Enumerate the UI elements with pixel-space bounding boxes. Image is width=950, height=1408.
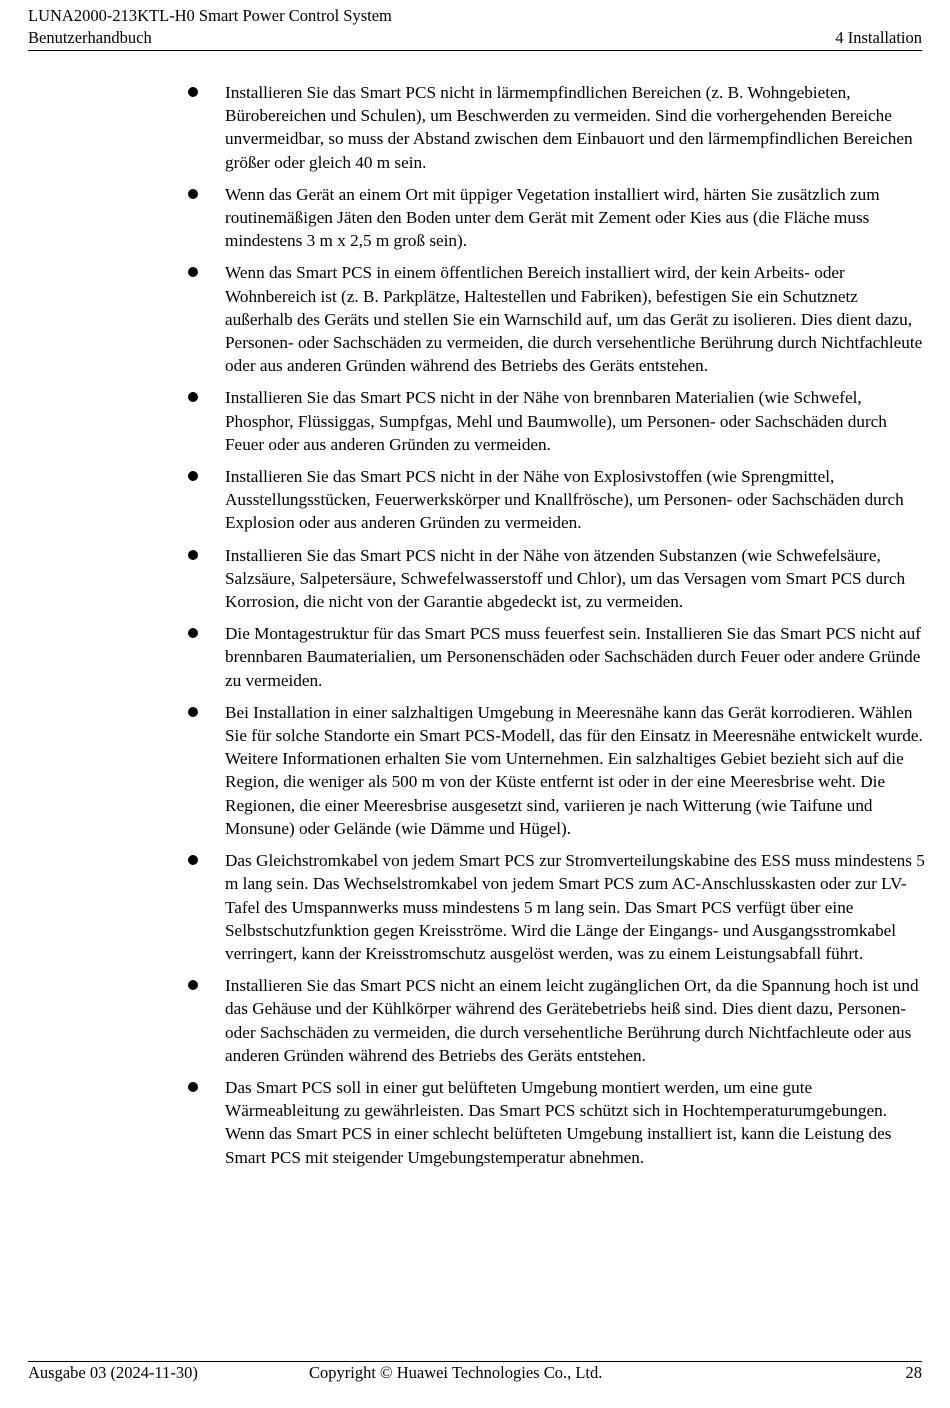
main-content	[185, 81, 925, 1178]
page-number: 28	[905, 1363, 922, 1382]
list-item: Installieren Sie das Smart PCS nicht in der Nähe von brennbaren Materialien (wie Schwefel, Phosphor, Flüssiggas, Sumpfgas, Mehl und Baumwolle), um Personen- oder Sachschäden durch Feuer oder aus anderen Gründen zu vermeiden.	[185, 386, 925, 456]
list-item: Die Montagestruktur für das Smart PCS muss feuerfest sein. Installieren Sie das Smart PCS nicht auf brennbaren Baumaterialien, um Personenschäden oder Sachschäden durch Feuer oder andere Gründe zu vermeiden.	[185, 622, 925, 692]
bullet-list	[185, 81, 925, 1169]
footer-copyright: Copyright © Huawei Technologies Co., Ltd.	[309, 1363, 603, 1382]
list-item: Bei Installation in einer salzhaltigen Umgebung in Meeresnähe kann das Gerät korrodieren. Wählen Sie für solche Standorte ein Smart PCS-Modell, das für den Einsatz in Meeresnähe entwickelt wurde. Weitere Informationen erhalten Sie vom Unternehmen. Ein salzhaltiges Gebiet bezieht sich auf die Region, die weniger als 500 m von der Küste entfernt ist oder in der eine Meeresbrise weht. Die Regionen, die einer Meeresbrise ausgesetzt sind, variieren je nach Witterung (wie Taifune und Monsune) oder Gelände (wie Dämme und Hügel).	[185, 701, 925, 840]
list-item: Installieren Sie das Smart PCS nicht in der Nähe von Explosivstoffen (wie Sprengmittel, Ausstellungsstücken, Feuerwerkskörper und Knallfrösche), um Personen- oder Sachschäden durch Explosion oder aus anderen Gründen zu vermeiden.	[185, 465, 925, 535]
list-item: Wenn das Smart PCS in einem öffentlichen Bereich installiert wird, der kein Arbeits- oder Wohnbereich ist (z. B. Parkplätze, Haltestellen und Fabriken), befestigen Sie ein Schutznetz außerhalb des Geräts und stellen Sie ein Warnschild auf, um das Gerät zu isolieren. Dies dient dazu, Personen- oder Sachschäden zu vermeiden, die durch versehentliche Berührung durch Nichtfachleute oder aus anderen Gründen während des Betriebs des Geräts entstehen.	[185, 261, 925, 377]
header-product-title: LUNA2000-213KTL-H0 Smart Power Control System	[28, 6, 392, 25]
list-item: Installieren Sie das Smart PCS nicht in lärmempfindlichen Bereichen (z. B. Wohngebieten, Bürobereichen und Schulen), um Beschwerden zu vermeiden. Sind die vorhergehenden Bereiche unvermeidbar, so muss der Abstand zwischen dem Einbauort und den lärmempfindlichen Bereichen größer oder gleich 40 m sein.	[185, 81, 925, 174]
page-footer	[28, 1362, 922, 1384]
header-chapter: 4 Installation	[835, 28, 922, 47]
list-item: Installieren Sie das Smart PCS nicht in der Nähe von ätzenden Substanzen (wie Schwefelsäure, Salzsäure, Salpetersäure, Schwefelwasserstoff und Chlor), um das Versagen vom Smart PCS durch Korrosion, die nicht von der Garantie abgedeckt ist, zu vermeiden.	[185, 544, 925, 614]
list-item: Das Smart PCS soll in einer gut belüfteten Umgebung montiert werden, um eine gute Wärmeableitung zu gewährleisten. Das Smart PCS schützt sich in Hochtemperaturumgebungen. Wenn das Smart PCS in einer schlecht belüfteten Umgebung installiert ist, kann die Leistung des Smart PCS mit steigender Umgebungstemperatur abnehmen.	[185, 1076, 925, 1169]
list-item: Wenn das Gerät an einem Ort mit üppiger Vegetation installiert wird, härten Sie zusätzlich zum routinemäßigen Jäten den Boden unter dem Gerät mit Zement oder Kies aus (die Fläche muss mindestens 3 m x 2,5 m groß sein).	[185, 183, 925, 253]
footer-issue: Ausgabe 03 (2024-11-30)	[28, 1363, 198, 1382]
page-header	[28, 5, 922, 49]
list-item: Das Gleichstromkabel von jedem Smart PCS zur Stromverteilungskabine des ESS muss mindestens 5 m lang sein. Das Wechselstromkabel von jedem Smart PCS zum AC-Anschlusskasten oder zur LV-Tafel des Umspannwerks muss mindestens 5 m lang sein. Das Smart PCS verfügt über eine Selbstschutzfunktion gegen Kreisströme. Wird die Länge der Eingangs- und Ausgangsstromkabel verringert, kann der Kreisstromschutz ausgelöst werden, was zu einem Leistungsabfall führt.	[185, 849, 925, 965]
header-document-type: Benutzerhandbuch	[28, 28, 152, 47]
list-item: Installieren Sie das Smart PCS nicht an einem leicht zugänglichen Ort, da die Spannung hoch ist und das Gehäuse und der Kühlkörper während des Gerätebetriebs heiß sind. Dies dient dazu, Personen- oder Sachschäden zu vermeiden, die durch versehentliche Berührung durch Nichtfachleute oder aus anderen Gründen während des Betriebs des Geräts entstehen.	[185, 974, 925, 1067]
header-divider	[28, 50, 922, 51]
